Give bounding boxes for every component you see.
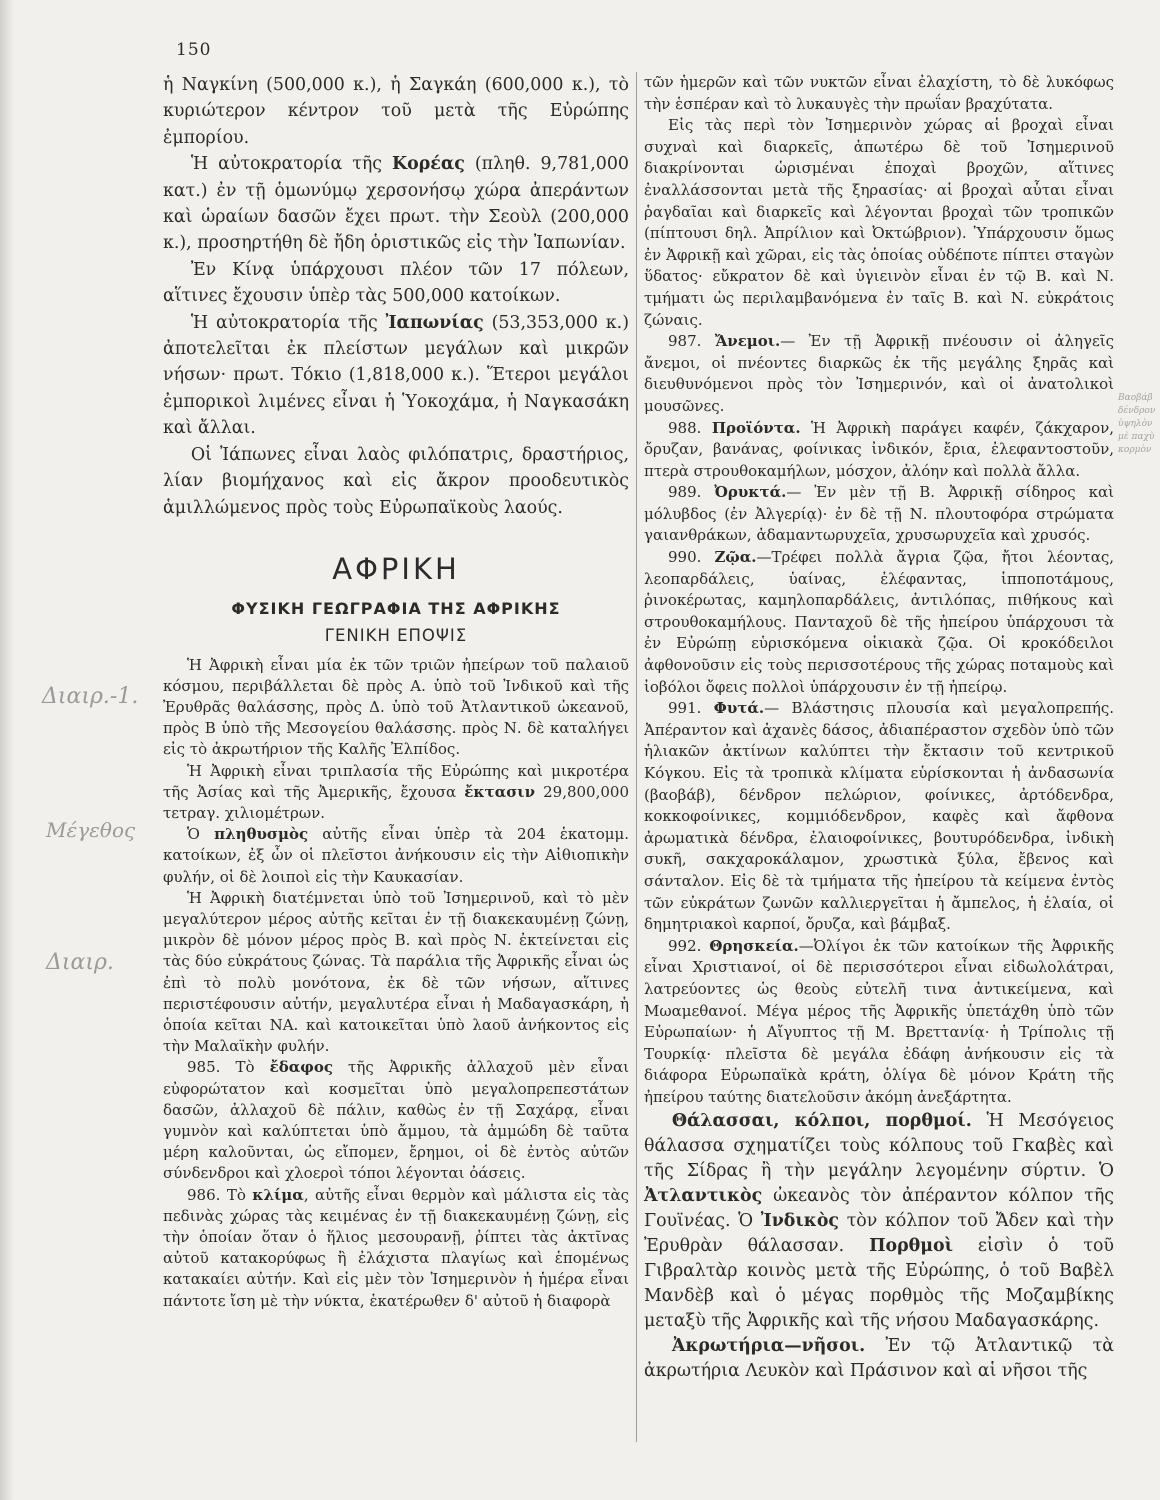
margin-note-1: Διαιρ.-1.	[42, 684, 139, 709]
left-top-paragraph: Ἐν Κίνᾳ ὑπάρχουσι πλέον τῶν 17 πόλεων, αἵτινες ἔχουσιν ὑπὲρ τὰς 500,000 κατοίκων.	[163, 259, 629, 307]
left-column	[163, 72, 629, 1312]
left-body-paragraph: 985. Τὸ ἔδαφος τῆς Ἀφρικῆς ἀλλαχοῦ μὲν εἶναι εὐφορώτατον καὶ κοσμεῖται ὑπὸ μεγαλοπρεπεστάτων δασῶν, ἀλλαχοῦ δὲ πάλιν, καθὼς ἐν τῇ Σαχάρᾳ, εἶναι γυμνὸν καὶ καλύπτεται ὑπὸ ἄμμου, τὰ ἀμμώδη δὲ ταῦτα μέρη καλοῦνται, ὡς εἴπομεν, ἔρημοι, οἱ δὲ ἐντὸς αὐτῶν σύνδενδροι καὶ χλοεροὶ τόποι λέγονται ὀάσεις.	[163, 1058, 629, 1183]
section-subtitle-2: ΓΕΝΙΚΗ ΕΠΟΨΙΣ	[324, 626, 468, 646]
left-top-paragraph: Οἱ Ἰάπωνες εἶναι λαὸς φιλόπατρις, δραστήριος, λίαν βιομήχανος καὶ εἰς ἄκρον προοδευτικὸς ἁμιλλώμενος πρὸς τοὺς Εὐρωπαϊκοὺς λαούς.	[163, 444, 629, 518]
left-body-paragraph: Ἡ Ἀφρικὴ εἶναι μία ἐκ τῶν τριῶν ἠπείρων τοῦ παλαιοῦ κόσμου, περιβάλλεται δὲ πρὸς Α. ὑπὸ τοῦ Ἰνδικοῦ καὶ τῆς Ἐρυθρᾶς θαλάσσης, πρὸς Δ. ὑπὸ τοῦ Ἀτλαντικοῦ ὠκεανοῦ, πρὸς Β ὑπὸ τῆς Μεσογείου θαλάσσης. πρὸς Ν. δὲ καταλήγει εἰς τὸ ἀκρωτήριον τῆς Καλῆς Ἐλπίδος.	[163, 655, 629, 759]
column-divider	[636, 72, 637, 1442]
right-paragraph: Θάλασσαι, κόλποι, πορθμοί. Ἡ Μεσόγειος θάλασσα σχηματίζει τοὺς κόλπους τοῦ Γκαβὲς καὶ τῆς Σίδρας ἢ τὴν μεγάλην λεγομένην σύρτιν. Ὁ Ἀτλαντικὸς ὠκεανὸς τὸν ἀπέραντον κόλπον τῆς Γουϊνέας. Ὁ Ἰνδικὸς τὸν κόλπον τοῦ Ἄδεν καὶ τὴν Ἐρυθρὰν θάλασσαν. Πορθμοὶ εἰσὶν ὁ τοῦ Γιβραλτὰρ κοινὸς μετὰ τῆς Εὐρώπης, ὁ τοῦ Βαβὲλ Μανδὲβ καὶ ὁ μέγας πορθμὸς τῆς Μοζαμβίκης μεταξὺ τῆς Ἀφρικῆς καὶ τῆς νήσου Μαδαγασκάρης.	[644, 1110, 1114, 1331]
left-body-paragraph: Ὁ πληθυσμὸς αὐτῆς εἶναι ὑπὲρ τὰ 204 ἑκατομμ. κατοίκων, ἐξ ὧν οἱ πλεῖστοι ἀνήκουσιν εἰς τὴν Αἰθιοπικὴν φυλήν, οἱ δὲ λοιποὶ εἰς τὴν Καυκασίαν.	[163, 825, 629, 886]
margin-note-2: Μέγεθος	[46, 818, 136, 842]
right-paragraph: 988. Προϊόντα. Ἡ Ἀφρικὴ παράγει καφέν, ζάκχαρον, ὄρυζαν, βανάνας, φοίνικας ἰνδικόν, ἔρια, ἐλεφαντοστοῦν, πτερὰ στρουθοκαμήλων, μόσχον, ἀλόην καὶ πολλὰ ἄλλα.	[644, 418, 1114, 480]
left-top-paragraphs	[163, 72, 629, 521]
left-top-paragraph: Ἡ αὐτοκρατορία τῆς Ἰαπωνίας (53,353,000 κ.) ἀποτελεῖται ἐκ πλείστων μεγάλων καὶ μικρῶν νήσων· πρωτ. Τόκιο (1,818,000 κ.). Ἕτεροι μεγάλοι ἐμπορικοὶ λιμένες εἶναι ἡ Ὑοκοχάμα, ἡ Ναγκασάκη καὶ ἄλλαι.	[163, 312, 629, 439]
right-paragraph: 992. Θρησκεία.—Ὀλίγοι ἐκ τῶν κατοίκων τῆς Ἀφρικῆς εἶναι Χριστιανοί, οἱ δὲ περισσότεροι εἶναι εἰδωλολάτραι, λατρεύοντες ὡς θεοὺς εὐτελῆ τινα ἀντικείμενα, καὶ Μωαμεθανοί. Μέγα μέρος τῆς Ἀφρικῆς ὑπετάχθη ὑπὸ τῶν Εὐρωπαίων· ἡ Αἴγυπτος τῇ Μ. Βρεττανίᾳ· ἡ Τρίπολις τῇ Τουρκίᾳ· πλεῖστα δὲ μεγάλα ἐδάφη ἀνήκουσιν εἰς τὰ διάφορα Εὐρωπαϊκὰ κράτη, ὀλίγα δὲ μόνον Κράτη τῆς ἠπείρου ταύτης διατελοῦσιν ἀκόμη ἀνεξάρτητα.	[644, 936, 1114, 1106]
right-paragraph: 989. Ὀρυκτά.— Ἐν μὲν τῇ Β. Ἀφρικῇ σίδηρος καὶ μόλυβδος (ἐν Ἀλγερίᾳ)· ἐν δὲ τῇ Ν. πλουτοφόρα στρώματα γαιανθράκων, ἀδαμαντωρυχεῖα, χρυσωρυχεῖα καὶ χρυσός.	[644, 483, 1114, 545]
left-top-paragraph: ἡ Ναγκίνη (500,000 κ.), ἡ Σαγκάη (600,000 κ.), τὸ κυριώτερον κέντρον τοῦ μετὰ τῆς Εὐρώπης ἐμπορίου.	[163, 75, 629, 148]
right-column	[644, 72, 1114, 1384]
margin-note-right: Βαοβάβ δένδρον ὑψηλὸν μὲ παχὺ κορμὸν	[1118, 393, 1156, 455]
left-body-paragraph: 986. Τὸ κλίμα, αὐτῆς εἶναι θερμὸν καὶ μάλιστα εἰς τὰς πεδινὰς χώρας τὰς κειμένας ἐν τῇ διακεκαυμένῃ ζώνῃ, εἰς τὴν ὁποίαν ὅταν ὁ ἥλιος μεσουρανῇ, ῥίπτει τὰς ἀκτῖνας αὐτοῦ κατακορύφως ἢ ἐλάχιστα πλαγίως καὶ ἑπομένως κατακαίει αὐτήν. Καὶ εἰς μὲν τὸν Ἰσημερινὸν ἡ ἡμέρα εἶναι πάντοτε ἴση μὲ τὴν νύκτα, ἑκατέρωθεν δ' αὐτοῦ ἡ διαφορὰ	[163, 1185, 629, 1310]
section-subtitle: ΦΥΣΙΚΗ ΓΕΩΓΡΑΦΙΑ ΤΗΣ ΑΦΡΙΚΗΣ	[231, 599, 561, 619]
right-paragraph: 990. Ζῷα.—Τρέφει πολλὰ ἄγρια ζῷα, ἤτοι λέοντας, λεοπαρδάλεις, ὑαίνας, ἐλέφαντας, ἱπποποτάμους, ῥινοκέρωτας, καμηλοπαρδάλεις, ἀντιλόπας, πιθήκους καὶ στρουθοκαμήλους. Πανταχοῦ δὲ τῆς ἠπείρου ὑπάρχουσι τὰ ἐν Εὐρώπῃ εὑρισκόμενα οἰκιακὰ ζῷα. Οἱ κροκόδειλοι ἀφθονοῦσιν εἰς τοὺς περισσοτέρους τῆς χώρας ποταμοὺς καὶ ἰοβόλοι ὄφεις πολλοὶ ὑπάρχουσιν ἐν τῇ ἠπείρῳ.	[644, 548, 1114, 696]
left-top-paragraph: Ἡ αὐτοκρατορία τῆς Κορέας (πληθ. 9,781,000 κατ.) ἐν τῇ ὁμωνύμῳ χερσονήσῳ χώρα ἀπεράντων καὶ ὡραίων δασῶν ἔχει πρωτ. τὴν Σεοὺλ (200,000 κ.), προσηρτήθη δὲ ἤδη ὁριστικῶς εἰς τὴν Ἰαπωνίαν.	[163, 154, 629, 254]
right-paragraph: τῶν ἡμερῶν καὶ τῶν νυκτῶν εἶναι ἐλαχίστη, τὸ δὲ λυκόφως τὴν ἑσπέραν καὶ τὸ λυκαυγὲς τὴν πρωΐαν βραχύτατα.	[644, 73, 1114, 113]
right-paragraph: 987. Ἄνεμοι.— Ἐν τῇ Ἀφρικῇ πνέουσιν οἱ ἀληγεῖς ἄνεμοι, οἱ πνέοντες διαρκῶς ἐκ τῆς μεγάλης ξηρᾶς καὶ διευθυνόμενοι πρὸς τὸν Ἰσημερινόν, καὶ οἱ ἀνατολικοὶ μουσῶνες.	[644, 332, 1114, 415]
section-title: ΑΦΡΙΚΗ	[332, 551, 460, 586]
page-number: 150	[176, 40, 212, 60]
right-paragraph: Εἰς τὰς περὶ τὸν Ἰσημερινὸν χώρας αἱ βροχαὶ εἶναι συχναὶ καὶ διαρκεῖς, ἀπωτέρω δὲ τοῦ Ἰσημερινοῦ διακρίνονται ὡρισμέναι ἐποχαὶ βροχῶν, αἵτινες ἐναλλάσσονται μετὰ τῆς ξηρασίας· αἱ βροχαὶ αὗται εἶναι ῥαγδαῖαι καὶ διαρκεῖς καὶ λέγονται βροχαὶ τῶν τροπικῶν (πίπτουσι δηλ. Ἀπρίλιον καὶ Ὀκτώβριον). Ὑπάρχουσιν ὅμως ἐν Ἀφρικῇ καὶ χῶραι, εἰς τὰς ὁποίας οὐδέποτε πίπτει σταγὼν ὕδατος· εὔκρατον δὲ καὶ ὑγιεινὸν εἶναι ἐν τῷ Β. καὶ Ν. τμήματι ὡς περιλαμβανόμενα ἐν ταῖς Β. καὶ Ν. εὐκράτοις ζώναις.	[644, 116, 1114, 329]
right-paragraph: Ἀκρωτήρια—νῆσοι. Ἐν τῷ Ἀτλαντικῷ τὰ ἀκρωτήρια Λευκὸν καὶ Πράσινον καὶ αἱ νῆσοι τῆς	[644, 1335, 1114, 1381]
page-edge-shadow	[0, 0, 14, 1500]
left-body-paragraph: Ἡ Ἀφρικὴ διατέμνεται ὑπὸ τοῦ Ἰσημερινοῦ, καὶ τὸ μὲν μεγαλύτερον μέρος αὐτῆς κεῖται ἐν τῇ διακεκαυμένῃ ζώνῃ, μικρὸν δὲ μόνον μέρος πρὸς Β. καὶ πρὸς Ν. ἐκτείνεται εἰς τὰς δύο εὐκράτους ζώνας. Τὰ παράλια τῆς Ἀφρικῆς εἶναι ὡς ἐπὶ τὸ πολὺ μονότονα, ἐκ δὲ τῶν νήσων, αἵτινες περιστέφουσιν αὐτήν, μεγαλυτέρα εἶναι ἡ Μαδαγασκάρη, ἡ ὁποία κεῖται ΝΑ. καὶ κατοικεῖται ὑπὸ λαοῦ ἀνήκοντος εἰς τὴν Μαλαϊκὴν φυλήν.	[163, 888, 629, 1056]
left-body-paragraph: Ἡ Ἀφρικὴ εἶναι τριπλασία τῆς Εὐρώπης καὶ μικροτέρα τῆς Ἀσίας καὶ τῆς Ἀμερικῆς, ἔχουσα ἔκτασιν 29,800,000 τετραγ. χιλιομέτρων.	[163, 761, 629, 822]
left-body-paragraphs	[163, 655, 629, 1312]
margin-note-3: Διαιρ.	[46, 950, 114, 975]
right-paragraph: 991. Φυτά.— Βλάστησις πλουσία καὶ μεγαλοπρεπής. Ἀπέραντον καὶ ἀχανὲς δάσος, ἀδιαπέραστον σχεδὸν ὑπὸ τῶν ἡλιακῶν ἀκτίνων καλύπτει τὴν ἔκτασιν τοῦ κεντρικοῦ Κόγκου. Εἰς τὰ τροπικὰ κλίματα εὑρίσκονται ἡ ἀνδασωνία (βαοβάβ), δένδρον πελώριον, φοίνικες, ἀρτόδενδρα, κοκκοφοίνικες, κομμιόδενδρον, καφὲς καὶ ἄφθονα ἀρωματικὰ δένδρα, ἐλαιοφοίνικες, βουτυρόδενδρα, ἰνδικὴ συκῆ, σακχαροκάλαμον, χρωστικὰ ξύλα, ἔβενος καὶ σάνταλον. Εἰς δὲ τὰ τμήματα τῆς ἠπείρου τὰ κείμενα ἐντὸς τῶν εὐκράτων ζωνῶν καλλιεργεῖται ἡ ἄμπελος, ἡ ἐλαία, οἱ δημητριακοὶ καρποί, ὄρυζα, καὶ βάμβαξ.	[644, 699, 1115, 934]
right-body-paragraphs	[644, 72, 1114, 1384]
